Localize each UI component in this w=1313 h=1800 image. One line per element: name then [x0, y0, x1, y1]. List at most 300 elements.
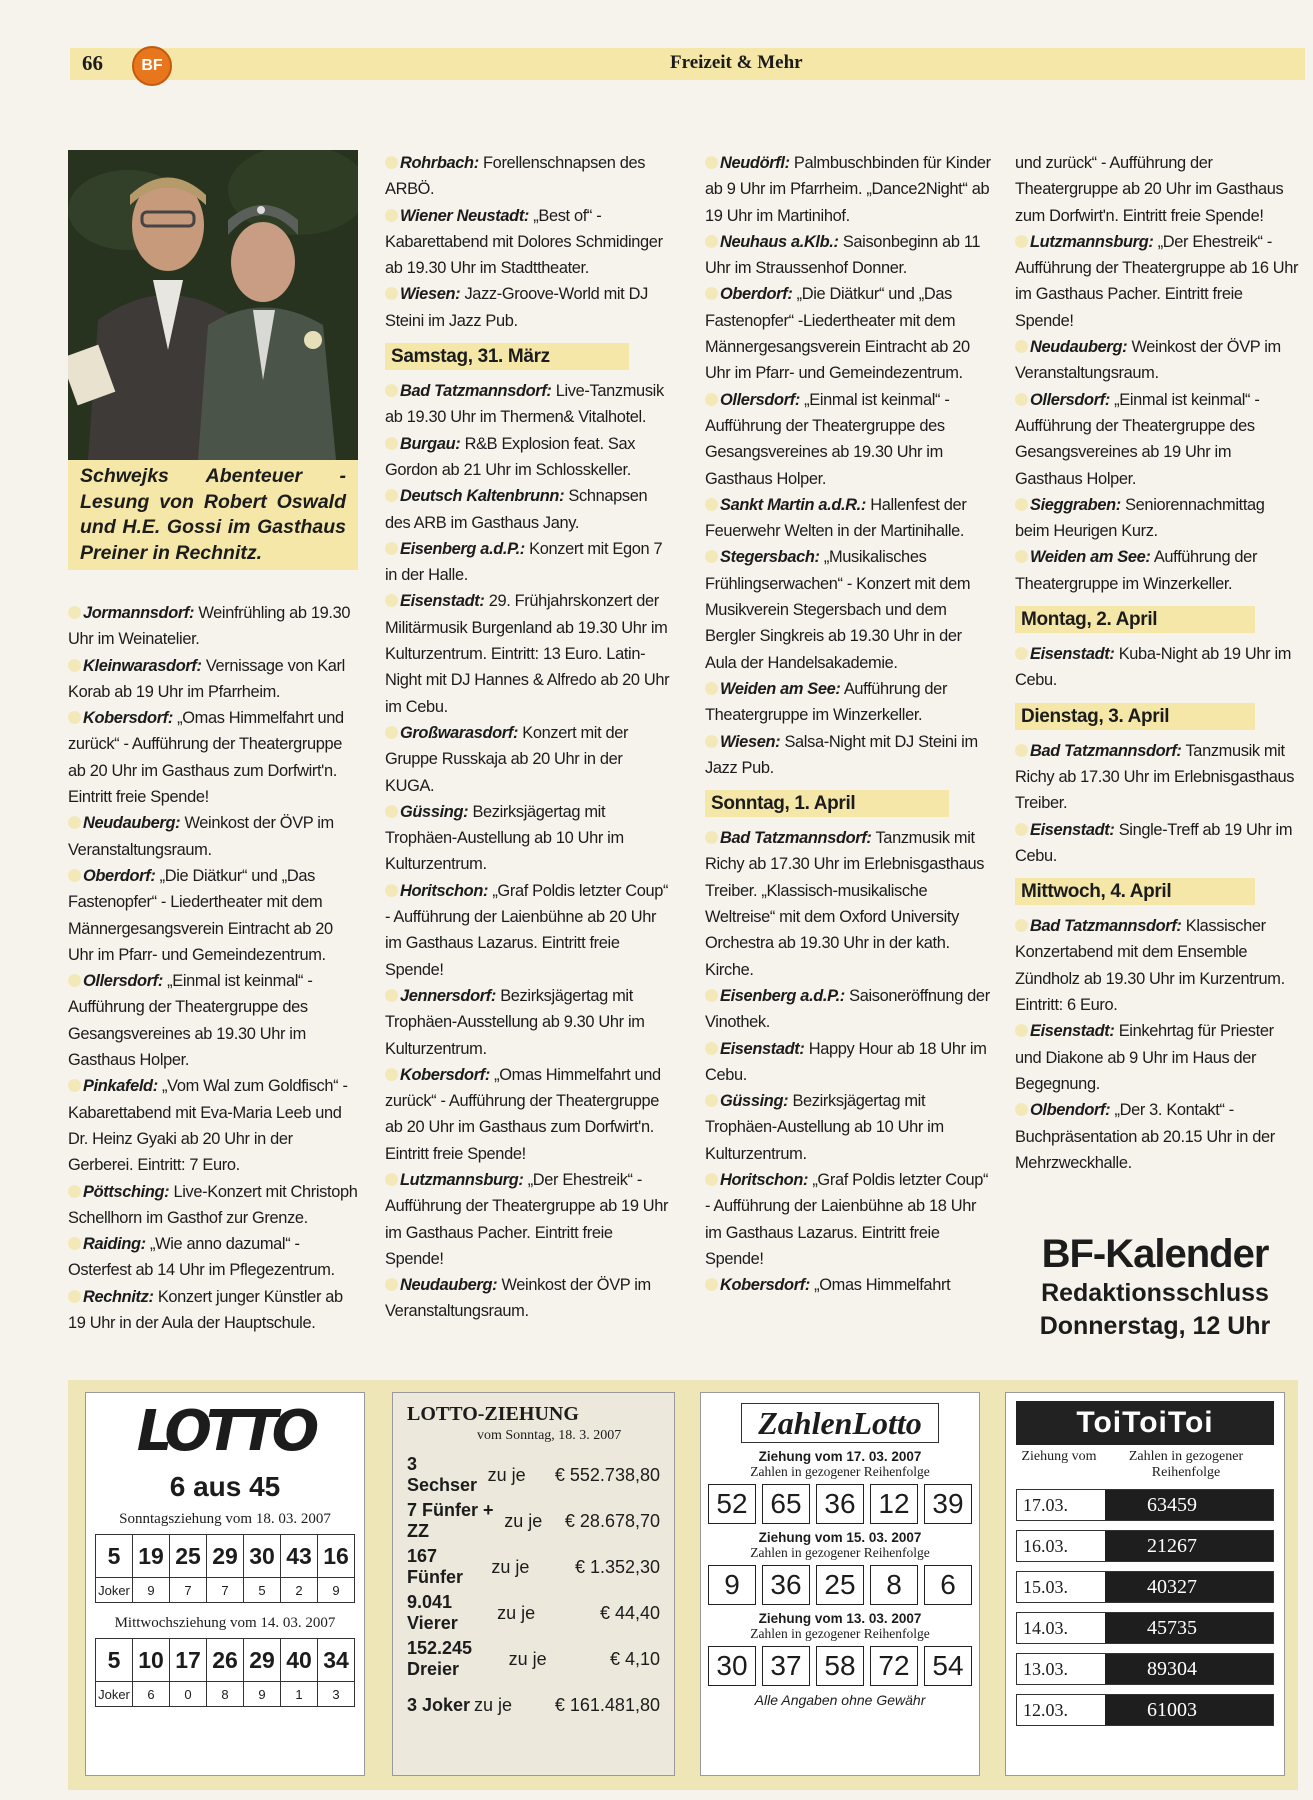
- lotto-box: [85, 1392, 365, 1776]
- event-entry: [385, 1062, 675, 1167]
- zl-draw-sub: Zahlen in gezogener Reihenfolge: [750, 1464, 930, 1479]
- event-text: Seniorennachmittag beim Heurigen Kurz.: [1015, 495, 1265, 541]
- event-entry: [1015, 544, 1300, 597]
- zu-je: zu je: [508, 1648, 547, 1669]
- bullet-icon: [68, 606, 81, 619]
- bullet-icon: [705, 235, 718, 248]
- draw1-label: Sonntagsziehung vom 18. 03. 2007: [119, 1511, 331, 1527]
- event-place: Großwarasdorf:: [400, 723, 519, 742]
- photo-caption: Schwejks Abenteuer - Lesung von Robert Oswald und H.E. Gossi im Gasthaus Preiner in Rechnitz.: [68, 460, 358, 570]
- bullet-icon: [385, 989, 398, 1002]
- toi-number: 40327: [1105, 1572, 1239, 1602]
- toi-date: 17.03.: [1017, 1490, 1105, 1520]
- symbol-icon: [1239, 1654, 1273, 1684]
- event-place: Eisenstadt:: [400, 592, 485, 611]
- event-place: Bad Tatzmannsdorf:: [1030, 741, 1182, 760]
- draw1-table: [95, 1534, 355, 1603]
- event-text: Konzert mit der Gruppe Russkaja ab 20 Uhr in der KUGA.: [385, 723, 629, 795]
- ziehung-row: [393, 1682, 674, 1728]
- bullet-icon: [68, 659, 81, 672]
- event-text: Hallenfest der Feuerwehr Welten in der Martinihalle.: [705, 495, 967, 541]
- zl-number: 9: [708, 1565, 756, 1605]
- event-place: Bad Tatzmannsdorf:: [1030, 917, 1182, 936]
- prize-label: 3 Sechser: [407, 1454, 478, 1495]
- lotto-number: 34: [318, 1639, 355, 1682]
- lotto-number: 25: [170, 1535, 207, 1578]
- prize-label: 152.245 Dreier: [407, 1638, 473, 1679]
- zl-draw-sub: Zahlen in gezogener Reihenfolge: [750, 1626, 930, 1641]
- bullet-icon: [385, 437, 398, 450]
- event-place: Kobersdorf:: [720, 1276, 810, 1295]
- event-text: Weinkost der ÖVP im Veranstaltungsraum.: [68, 814, 334, 859]
- bullet-icon: [68, 869, 81, 882]
- joker-digit: 0: [170, 1682, 207, 1707]
- event-entry: [385, 588, 675, 719]
- bullet-icon: [1015, 393, 1028, 406]
- event-entry: [68, 1179, 360, 1232]
- event-place: Kleinwarasdorf:: [83, 656, 202, 675]
- event-entry: [705, 492, 995, 545]
- event-entry: [705, 676, 995, 729]
- bullet-icon: [385, 1173, 398, 1186]
- bullet-icon: [705, 1042, 718, 1055]
- toi-row: [1016, 1694, 1274, 1726]
- zahlenlotto-footer: Alle Angaben ohne Gewähr: [754, 1692, 926, 1708]
- event-entry: [385, 203, 675, 282]
- lotto-number: 16: [318, 1535, 355, 1578]
- zl-number: 36: [762, 1565, 810, 1605]
- bullet-icon: [705, 156, 718, 169]
- event-place: Neudauberg:: [400, 1276, 498, 1295]
- event-entry: [68, 1073, 360, 1178]
- bullet-icon: [385, 594, 398, 607]
- lotto-ziehung-box: [392, 1392, 675, 1776]
- event-entry: [385, 1167, 675, 1272]
- bullet-icon: [705, 682, 718, 695]
- prize-amount: € 552.738,80: [554, 1464, 660, 1485]
- bullet-icon: [705, 287, 718, 300]
- event-entry: [385, 1272, 675, 1325]
- event-entry: [68, 968, 360, 1073]
- zahlenlotto-title: ZahlenLotto: [741, 1403, 939, 1443]
- bf-logo: BF: [132, 46, 172, 86]
- event-entry: [385, 720, 675, 799]
- event-text: R&B Explosion feat. Sax Gordon ab 21 Uhr im Schlosskeller.: [385, 434, 636, 479]
- event-entry: [1015, 817, 1300, 870]
- zl-draw-date: Ziehung vom 17. 03. 2007: [758, 1449, 922, 1464]
- bullet-icon: [1015, 550, 1028, 563]
- ziehung-row: [393, 1544, 674, 1590]
- event-entry: [705, 729, 995, 782]
- event-text: „Der Ehestreik“ - Aufführung der Theatergruppe ab 19 Uhr im Gasthaus Pacher. Eintritt freie Spende!: [385, 1170, 669, 1268]
- bullet-icon: [385, 1278, 398, 1291]
- bullet-icon: [68, 816, 81, 829]
- event-text: „Einmal ist keinmal“ - Aufführung der Theatergruppe des Gesangsvereines ab 19.30 Uhr im Gasthaus Holper.: [705, 390, 950, 488]
- event-text: Klassischer Konzertabend mit dem Ensemble Zündholz ab 19.30 Uhr im Kurzentrum. Eintritt: 6 Euro.: [1015, 917, 1285, 1015]
- bullet-icon: [68, 1079, 81, 1092]
- joker-label: Joker: [96, 1682, 133, 1707]
- event-text: Bezirksjägertag mit Trophäen-Austellung ab 10 Uhr im Kulturzentrum.: [385, 802, 624, 874]
- event-place: Weiden am See:: [720, 679, 841, 698]
- symbol-icon: [1239, 1695, 1273, 1725]
- event-entry: [705, 1036, 995, 1089]
- bullet-icon: [1015, 744, 1028, 757]
- page-number: 66: [82, 51, 103, 75]
- zu-je: zu je: [497, 1602, 536, 1623]
- event-text: „Omas Himmelfahrt: [809, 1276, 951, 1295]
- event-place: Ollersdorf:: [1030, 390, 1110, 409]
- event-place: Neudauberg:: [83, 814, 181, 833]
- toi-date: 15.03.: [1017, 1572, 1105, 1602]
- toi-number: 45735: [1105, 1613, 1239, 1643]
- prize-label: 3 Joker: [407, 1694, 471, 1715]
- event-place: Rechnitz:: [83, 1287, 154, 1306]
- event-text: Vernissage von Karl Korab ab 19 Uhr im Pfarrheim.: [68, 656, 345, 701]
- event-entry: [705, 1167, 995, 1272]
- zl-number: 58: [816, 1646, 864, 1686]
- event-text: Schnapsen des ARB im Gasthaus Jany.: [385, 487, 648, 532]
- lotto-number: 26: [207, 1639, 244, 1682]
- event-place: Ollersdorf:: [720, 390, 800, 409]
- event-text: Tanzmusik mit Richy ab 17.30 Uhr im Erlebnisgasthaus Treiber.: [1015, 741, 1295, 813]
- ziehung-title: LOTTO-ZIEHUNG: [407, 1403, 579, 1425]
- zl-number: 30: [708, 1646, 756, 1686]
- bullet-icon: [1015, 1103, 1028, 1116]
- lotto-number: 5: [96, 1639, 133, 1682]
- bullet-icon: [1015, 647, 1028, 660]
- toi-number: 61003: [1105, 1695, 1239, 1725]
- event-entry: [68, 705, 360, 810]
- joker-digit: 5: [244, 1578, 281, 1603]
- draw2-label: Mittwochsziehung vom 14. 03. 2007: [114, 1615, 336, 1631]
- event-entry: [385, 150, 675, 203]
- event-photo: [68, 150, 358, 460]
- bf-kalender-box: [1020, 1232, 1290, 1343]
- bullet-icon: [385, 1068, 398, 1081]
- kalender-line1: Redaktionsschluss: [1041, 1279, 1269, 1307]
- joker-digit: 7: [207, 1578, 244, 1603]
- lotto-subtitle: 6 aus 45: [169, 1471, 281, 1502]
- ziehung-row: [393, 1452, 674, 1498]
- event-text: Weinkost der ÖVP im Veranstaltungsraum.: [385, 1276, 651, 1321]
- kalender-title: BF-Kalender: [1041, 1232, 1269, 1276]
- event-place: Raiding:: [83, 1235, 146, 1254]
- event-place: Bad Tatzmannsdorf:: [400, 382, 552, 401]
- event-text: Palmbuschbinden für Kinder ab 9 Uhr im Pfarrheim. „Dance2Night“ ab 19 Uhr im Martinihof.: [705, 154, 991, 225]
- event-entry: [705, 150, 995, 229]
- event-place: Sieggraben:: [1030, 495, 1121, 514]
- bullet-icon: [705, 1173, 718, 1186]
- toi-row: [1016, 1653, 1274, 1685]
- event-place: Olbendorf:: [1030, 1101, 1111, 1120]
- event-text: „Omas Himmelfahrt und zurück“ - Aufführung der Theatergruppe ab 20 Uhr im Gasthaus zum Dorfwirt'n. Eintritt freie Spende!: [68, 709, 344, 807]
- joker-label: Joker: [96, 1578, 133, 1603]
- event-entry: [385, 281, 675, 334]
- event-text: Kuba-Night ab 19 Uhr im Cebu.: [1015, 645, 1292, 690]
- event-place: Eisenstadt:: [1030, 820, 1115, 839]
- event-place: Sankt Martin a.d.R.:: [720, 495, 866, 514]
- bullet-icon: [705, 498, 718, 511]
- event-text: Aufführung der Theatergruppe im Winzerkeller.: [705, 679, 948, 725]
- event-entry: [385, 536, 675, 589]
- zl-number: 54: [924, 1646, 972, 1686]
- zl-number: 8: [870, 1565, 918, 1605]
- joker-digit: 9: [318, 1578, 355, 1603]
- toi-row: [1016, 1612, 1274, 1644]
- toi-date: 12.03.: [1017, 1695, 1105, 1725]
- event-entry: [1015, 334, 1300, 387]
- event-entry: [705, 1272, 995, 1298]
- photo-image: [68, 150, 358, 460]
- event-text: Jazz-Groove-World mit DJ Steini im Jazz Pub.: [385, 285, 648, 330]
- event-place: Wiesen:: [720, 732, 781, 751]
- column-2-top: [385, 150, 675, 334]
- event-text: „Graf Poldis letzter Coup“ - Aufführung der Laienbühne ab 20 Uhr im Gasthaus Lazarus. Eintritt freie Spende!: [385, 881, 669, 979]
- event-text: Live-Tanzmusik ab 19.30 Uhr im Thermen& Vitalhotel.: [385, 382, 664, 427]
- lotto-number: 29: [244, 1639, 281, 1682]
- bullet-icon: [705, 1094, 718, 1107]
- column-4-tuesday: [1015, 738, 1300, 869]
- event-entry: [68, 653, 360, 706]
- toitoitoi-title: ToiToiToi: [1016, 1401, 1274, 1445]
- lotto-number: 30: [244, 1535, 281, 1578]
- event-entry: [1015, 387, 1300, 492]
- event-text: „Wie anno dazumal“ - Osterfest ab 14 Uhr im Pflegezentrum.: [68, 1235, 335, 1280]
- event-place: Jennersdorf:: [400, 986, 496, 1005]
- bullet-icon: [1015, 1024, 1028, 1037]
- zu-je: zu je: [504, 1510, 543, 1531]
- bullet-icon: [385, 384, 398, 397]
- zl-draw-date: Ziehung vom 15. 03. 2007: [758, 1530, 922, 1545]
- joker-digit: 8: [207, 1682, 244, 1707]
- event-text: „Omas Himmelfahrt und zurück“ - Aufführung der Theatergruppe ab 20 Uhr im Gasthaus zum Dorfwirt'n. Eintritt freie Spende!: [385, 1065, 661, 1163]
- event-entry: [1015, 492, 1300, 545]
- event-entry: [705, 387, 995, 492]
- toitoitoi-columns: [1006, 1449, 1284, 1481]
- column-4-wednesday: [1015, 913, 1300, 1176]
- event-place: Wiesen:: [400, 285, 461, 304]
- toi-date: 16.03.: [1017, 1531, 1105, 1561]
- column-1: [68, 600, 360, 1336]
- event-place: Güssing:: [400, 802, 469, 821]
- lotto-number: 19: [133, 1535, 170, 1578]
- event-entry: [68, 863, 360, 968]
- event-place: Kobersdorf:: [83, 709, 173, 728]
- bullet-icon: [68, 1237, 81, 1250]
- event-place: Neudörfl:: [720, 154, 790, 172]
- event-place: Eisenstadt:: [1030, 1022, 1115, 1041]
- bullet-icon: [705, 735, 718, 748]
- zl-number: 39: [924, 1484, 972, 1524]
- ziehung-row: [393, 1498, 674, 1544]
- symbol-icon: [1239, 1613, 1273, 1643]
- event-text: Forellenschnapsen des ARBÖ.: [385, 154, 646, 199]
- toi-number: 63459: [1105, 1490, 1239, 1520]
- event-text: „Der Ehestreik“ - Aufführung der Theatergruppe ab 16 Uhr im Gasthaus Pacher. Eintritt freie Spende!: [1015, 232, 1299, 330]
- event-place: Eisenstadt:: [1030, 645, 1115, 664]
- lotto-number: 29: [207, 1535, 244, 1578]
- symbol-icon: [1239, 1490, 1273, 1520]
- bullet-icon: [385, 209, 398, 222]
- zu-je: zu je: [474, 1694, 513, 1715]
- bullet-icon: [1015, 340, 1028, 353]
- event-text: „Der 3. Kontakt“ - Buchpräsentation ab 20.15 Uhr in der Mehrzweckhalle.: [1015, 1101, 1275, 1172]
- bullet-icon: [705, 1278, 718, 1291]
- event-place: Horitschon:: [400, 881, 489, 900]
- bullet-icon: [385, 805, 398, 818]
- event-place: Stegersbach:: [720, 548, 820, 567]
- event-entry: [385, 378, 675, 431]
- zl-number-row: [701, 1565, 979, 1605]
- ziehung-date: vom Sonntag, 18. 3. 2007: [477, 1428, 622, 1443]
- column-2-saturday: [385, 378, 675, 1325]
- column-4: [1015, 150, 1300, 1176]
- event-entry: [385, 878, 675, 983]
- toi-row: [1016, 1571, 1274, 1603]
- zl-number-row: [701, 1646, 979, 1686]
- zl-number: 36: [816, 1484, 864, 1524]
- zl-number: 65: [762, 1484, 810, 1524]
- symbol-icon: [1239, 1531, 1273, 1561]
- toi-date: 13.03.: [1017, 1654, 1105, 1684]
- event-text: „Einmal ist keinmal“ - Aufführung der Theatergruppe des Gesangsvereines ab 19.30 Uhr im Gasthaus Holper.: [68, 972, 313, 1070]
- event-text: „Vom Wal zum Goldfisch“ - Kabarettabend mit Eva-Maria Leeb und Dr. Heinz Gyaki ab 20 Uhr in der Gerberei. Eintritt: 7 Euro.: [68, 1077, 348, 1175]
- event-entry: [1015, 1018, 1300, 1097]
- event-place: Jormannsdorf:: [83, 604, 195, 622]
- column-3: [705, 150, 995, 1298]
- event-place: Bad Tatzmannsdorf:: [720, 829, 872, 848]
- prize-amount: € 1.352,30: [574, 1556, 661, 1577]
- toi-col1: Ziehung vom: [1021, 1449, 1097, 1464]
- event-entry: [705, 825, 995, 983]
- prize-amount: € 28.678,70: [564, 1510, 660, 1531]
- joker-digit: 9: [133, 1578, 170, 1603]
- zl-number: 6: [924, 1565, 972, 1605]
- joker-digit: 1: [281, 1682, 318, 1707]
- event-entry: [1015, 1097, 1300, 1176]
- toi-row: [1016, 1489, 1274, 1521]
- event-text: Weinkost der ÖVP im Veranstaltungsraum.: [1015, 338, 1281, 383]
- toi-number: 21267: [1105, 1531, 1239, 1561]
- symbol-icon: [1239, 1572, 1273, 1602]
- event-place: Eisenstadt:: [720, 1039, 805, 1058]
- event-text: Live-Konzert mit Christoph Schellhorn im Gasthof zur Grenze.: [68, 1182, 358, 1227]
- event-text: 29. Frühjahrskonzert der Militärmusik Burgenland ab 19.30 Uhr im Kulturzentrum. Eintritt: 13 Euro. Latin-Night mit DJ Hannes & Alfredo ab 20 Uhr im Cebu.: [385, 592, 670, 716]
- zl-number: 25: [816, 1565, 864, 1605]
- bullet-icon: [705, 989, 718, 1002]
- toitoitoi-rows: [1006, 1489, 1284, 1726]
- zahlenlotto-draws: [701, 1449, 979, 1686]
- event-place: Pöttsching:: [83, 1182, 170, 1201]
- event-entry: [1015, 229, 1300, 334]
- event-place: Rohrbach:: [400, 154, 479, 172]
- event-text: Einkehrtag für Priester und Diakone ab 9 Uhr im Haus der Begegnung.: [1015, 1022, 1274, 1093]
- bullet-icon: [705, 831, 718, 844]
- toi-number: 89304: [1105, 1654, 1239, 1684]
- column-3-top: [705, 150, 995, 781]
- lotto-number: 40: [281, 1639, 318, 1682]
- event-entry: [705, 983, 995, 1036]
- ziehung-rows: [393, 1452, 674, 1728]
- zl-number: 52: [708, 1484, 756, 1524]
- lotto-number: 5: [96, 1535, 133, 1578]
- zl-draw-sub: Zahlen in gezogener Reihenfolge: [750, 1545, 930, 1560]
- event-text: Tanzmusik mit Richy ab 17.30 Uhr im Erlebnisgasthaus Treiber. „Klassisch-musikalische Weltreise“ mit dem Oxford University Orchestra ab 19.30 Uhr in der kath. Kirche.: [705, 829, 985, 979]
- event-text: Salsa-Night mit DJ Steini im Jazz Pub.: [705, 732, 978, 777]
- bullet-icon: [705, 550, 718, 563]
- bullet-icon: [385, 489, 398, 502]
- bullet-icon: [68, 1185, 81, 1198]
- event-text: „Graf Poldis letzter Coup“ - Aufführung der Laienbühne ab 18 Uhr im Gasthaus Lazarus. Eintritt freie Spende!: [705, 1170, 989, 1268]
- event-entry: [385, 483, 675, 536]
- bullet-icon: [68, 974, 81, 987]
- event-text: Aufführung der Theatergruppe im Winzerkeller.: [1015, 548, 1258, 593]
- toi-row: [1016, 1530, 1274, 1562]
- event-place: Pinkafeld:: [83, 1077, 158, 1096]
- bullet-icon: [385, 726, 398, 739]
- draw2-table: [95, 1638, 355, 1707]
- event-place: Ollersdorf:: [83, 972, 163, 991]
- event-place: Wiener Neustadt:: [400, 206, 530, 225]
- event-place: Lutzmannsburg:: [400, 1170, 524, 1189]
- bullet-icon: [1015, 919, 1028, 932]
- event-text: Saisoneröffnung der Vinothek.: [705, 986, 990, 1032]
- event-entry: [68, 810, 360, 863]
- lotto-number: 43: [281, 1535, 318, 1578]
- event-entry: [705, 544, 995, 675]
- event-place: Güssing:: [720, 1092, 789, 1111]
- event-entry: [1015, 738, 1300, 817]
- event-place: Weiden am See:: [1030, 548, 1151, 567]
- event-entry: [705, 229, 995, 282]
- bullet-icon: [385, 884, 398, 897]
- event-text: Konzert mit Egon 7 in der Halle.: [385, 539, 663, 585]
- zl-number: 37: [762, 1646, 810, 1686]
- event-entry: [385, 983, 675, 1062]
- bullet-icon: [385, 287, 398, 300]
- prize-amount: € 4,10: [609, 1648, 661, 1669]
- event-place: Eisenberg a.d.P.:: [720, 986, 845, 1005]
- event-place: Horitschon:: [720, 1170, 809, 1189]
- bullet-icon: [385, 156, 398, 169]
- ziehung-row: [393, 1636, 674, 1682]
- event-entry: [68, 1284, 360, 1337]
- joker-digit: 6: [133, 1682, 170, 1707]
- zu-je: zu je: [487, 1464, 526, 1485]
- joker-digit: 3: [318, 1682, 355, 1707]
- section-title: Freizeit & Mehr: [670, 52, 803, 73]
- prize-label: 9.041 Vierer: [407, 1592, 458, 1633]
- event-entry: [68, 600, 360, 653]
- joker-digit: 7: [170, 1578, 207, 1603]
- bullet-icon: [1015, 498, 1028, 511]
- joker-digit: 2: [281, 1578, 318, 1603]
- event-place: Lutzmannsburg:: [1030, 232, 1154, 251]
- zl-number: 72: [870, 1646, 918, 1686]
- zl-number-row: [701, 1484, 979, 1524]
- ziehung-row: [393, 1590, 674, 1636]
- event-text: Bezirksjägertag mit Trophäen-Austellung ab 10 Uhr im Kulturzentrum.: [705, 1092, 944, 1163]
- column-4-monday: [1015, 641, 1300, 694]
- continuation-text: und zurück“ - Aufführung der Theatergruppe ab 20 Uhr im Gasthaus zum Dorfwirt'n. Eintritt freie Spende!: [1015, 154, 1284, 225]
- zu-je: zu je: [491, 1556, 530, 1577]
- lotto-number: 10: [133, 1639, 170, 1682]
- event-place: Eisenberg a.d.P.:: [400, 539, 525, 558]
- bullet-icon: [385, 542, 398, 555]
- event-text: „Die Diätkur“ und „Das Fastenopfer“ - Liedertheater mit dem Männergesangsverein Eintracht ab 20 Uhr im Pfarr- und Gemeindezentrum.: [68, 866, 333, 964]
- event-place: Kobersdorf:: [400, 1065, 490, 1084]
- toi-col2: Zahlen in gezogener Reihenfolge: [1128, 1449, 1244, 1480]
